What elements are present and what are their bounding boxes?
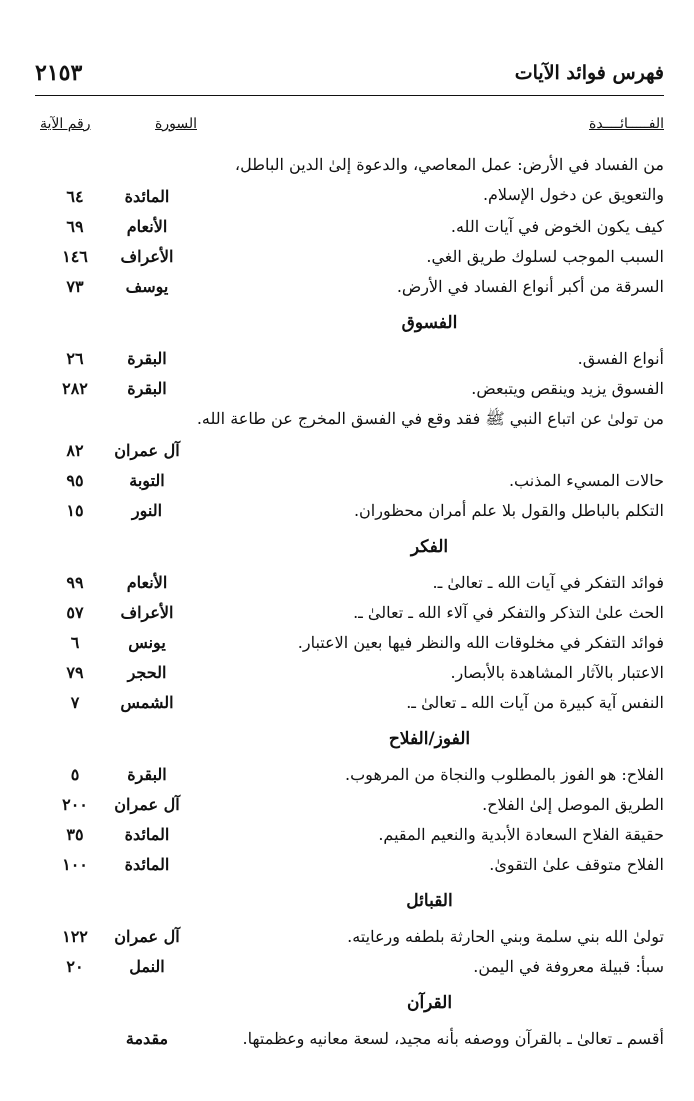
surah-name: آل عمران [114, 927, 180, 946]
index-row [35, 466, 664, 496]
ayah-number: ٧٩ [66, 663, 84, 682]
index-row [35, 760, 664, 790]
index-row [35, 952, 664, 982]
index-row [35, 628, 664, 658]
surah-name: يوسف [125, 277, 169, 296]
index-row [35, 344, 664, 374]
index-row [35, 922, 664, 952]
ayah-number: ٧ [70, 693, 80, 712]
surah-name: البقرة [127, 765, 167, 784]
surah-name: الشمس [120, 693, 174, 712]
entry-text: الطريق الموصل إلىٰ الفلاح. [482, 795, 664, 814]
ayah-number: ٨٢ [66, 441, 84, 460]
header-divider [35, 95, 664, 96]
entry-text: تولىٰ الله بني سلمة وبني الحارثة بلطفه ورعايته. [347, 927, 664, 946]
surah-name: النمل [129, 957, 165, 976]
section-heading: القبائل [406, 891, 453, 911]
entry-text: سبأ: قبيلة معروفة في اليمن. [473, 957, 664, 976]
ayah-number: ٥٧ [66, 603, 84, 622]
entry-text: من الفساد في الأرض: عمل المعاصي، والدعوة إلىٰ الدين الباطل، والتعويق عن دخول الإسلام. [234, 155, 664, 204]
header-title: فهرس فوائد الآيات [514, 62, 664, 84]
page-number: ٢١٥٣ [35, 60, 83, 86]
page-header [35, 60, 664, 90]
ayah-number: ٧٣ [66, 277, 84, 296]
index-row [35, 1024, 664, 1054]
ayah-number: ٦ [70, 633, 80, 652]
section-heading: القرآن [406, 993, 453, 1013]
surah-name: المائدة [124, 187, 170, 206]
ayah-number: ١٢٢ [62, 927, 88, 946]
ayah-number: ١٤٦ [62, 247, 88, 266]
column-header-sura: السورة [155, 116, 197, 132]
surah-name: الأنعام [126, 573, 168, 592]
index-row [35, 212, 664, 242]
surah-name: يونس [128, 633, 166, 652]
entry-text: فوائد التفكر في مخلوقات الله والنظر فيها بعين الاعتبار. [297, 633, 664, 652]
index-row [35, 850, 664, 880]
ayah-number: ٢٠٠ [62, 795, 88, 814]
surah-name: المائدة [124, 855, 170, 874]
index-entries [35, 150, 664, 1054]
ayah-number: ٩٩ [66, 573, 84, 592]
entry-text: الاعتبار بالآثار المشاهدة بالأبصار. [450, 663, 664, 682]
surah-name: الأعراف [120, 247, 174, 266]
section-heading: الفسوق [401, 313, 458, 333]
column-header-faida: الفـــــائــــدة [589, 116, 664, 132]
ayah-number: ١٠٠ [62, 855, 88, 874]
section-heading: الفكر [410, 537, 449, 557]
surah-name: مقدمة [125, 1029, 169, 1048]
entry-text: حالات المسيء المذنب. [508, 471, 664, 490]
index-row [35, 496, 664, 526]
surah-name: الحجر [127, 663, 167, 682]
column-header-ayah: رقم الآية [40, 116, 91, 132]
surah-name: آل عمران [114, 441, 180, 460]
index-row [35, 658, 664, 688]
ayah-number: ٥ [70, 765, 80, 784]
index-row [35, 242, 664, 272]
surah-name: التوبة [129, 471, 165, 490]
surah-name: النور [131, 501, 163, 520]
index-row [35, 568, 664, 598]
entry-text: الفسوق يزيد وينقص ويتبعض. [471, 379, 664, 398]
index-row [35, 272, 664, 302]
ayah-number: ٩٥ [66, 471, 84, 490]
section-heading: الفوز/الفلاح [388, 729, 471, 749]
surah-name: البقرة [127, 379, 167, 398]
ayah-number: ٢٠ [66, 957, 84, 976]
entry-text: أقسم ـ تعالىٰ ـ بالقرآن ووصفه بأنه مجيد، لسعة معانيه وعظمتها. [242, 1029, 664, 1048]
ayah-number: ٦٤ [66, 187, 84, 206]
entry-text: السبب الموجب لسلوك طريق الغي. [426, 247, 664, 266]
surah-name: الأنعام [126, 217, 168, 236]
index-row [35, 598, 664, 628]
surah-name: البقرة [127, 349, 167, 368]
entry-text: أنواع الفسق. [577, 349, 664, 368]
surah-name: الأعراف [120, 603, 174, 622]
entry-text: النفس آية كبيرة من آيات الله ـ تعالىٰ ـ. [406, 693, 664, 712]
ayah-number: ٣٥ [66, 825, 84, 844]
index-row [35, 404, 664, 466]
entry-text: من تولىٰ عن اتباع النبي ﷺ فقد وقع في الفسق المخرج عن طاعة الله. [196, 409, 664, 428]
entry-text: الفلاح متوقف علىٰ التقوىٰ. [489, 855, 664, 874]
index-row [35, 688, 664, 718]
entry-text: الحث علىٰ التذكر والتفكر في آلاء الله ـ تعالىٰ ـ. [353, 603, 664, 622]
ayah-number: ٢٨٢ [62, 379, 88, 398]
ayah-number: ٢٦ [66, 349, 84, 368]
entry-text: فوائد التفكر في آيات الله ـ تعالىٰ ـ. [432, 573, 664, 592]
entry-text: حقيقة الفلاح السعادة الأبدية والنعيم المقيم. [378, 825, 664, 844]
index-row [35, 790, 664, 820]
entry-text: الفلاح: هو الفوز بالمطلوب والنجاة من المرهوب. [345, 765, 664, 784]
entry-text: التكلم بالباطل والقول بلا علم أمران محظوران. [353, 501, 664, 520]
surah-name: آل عمران [114, 795, 180, 814]
surah-name: المائدة [124, 825, 170, 844]
ayah-number: ١٥ [66, 501, 84, 520]
entry-text: كيف يكون الخوض في آيات الله. [450, 217, 664, 236]
index-row [35, 150, 664, 212]
ayah-number: ٦٩ [66, 217, 84, 236]
entry-text: السرقة من أكبر أنواع الفساد في الأرض. [396, 277, 664, 296]
index-row [35, 820, 664, 850]
index-row [35, 374, 664, 404]
